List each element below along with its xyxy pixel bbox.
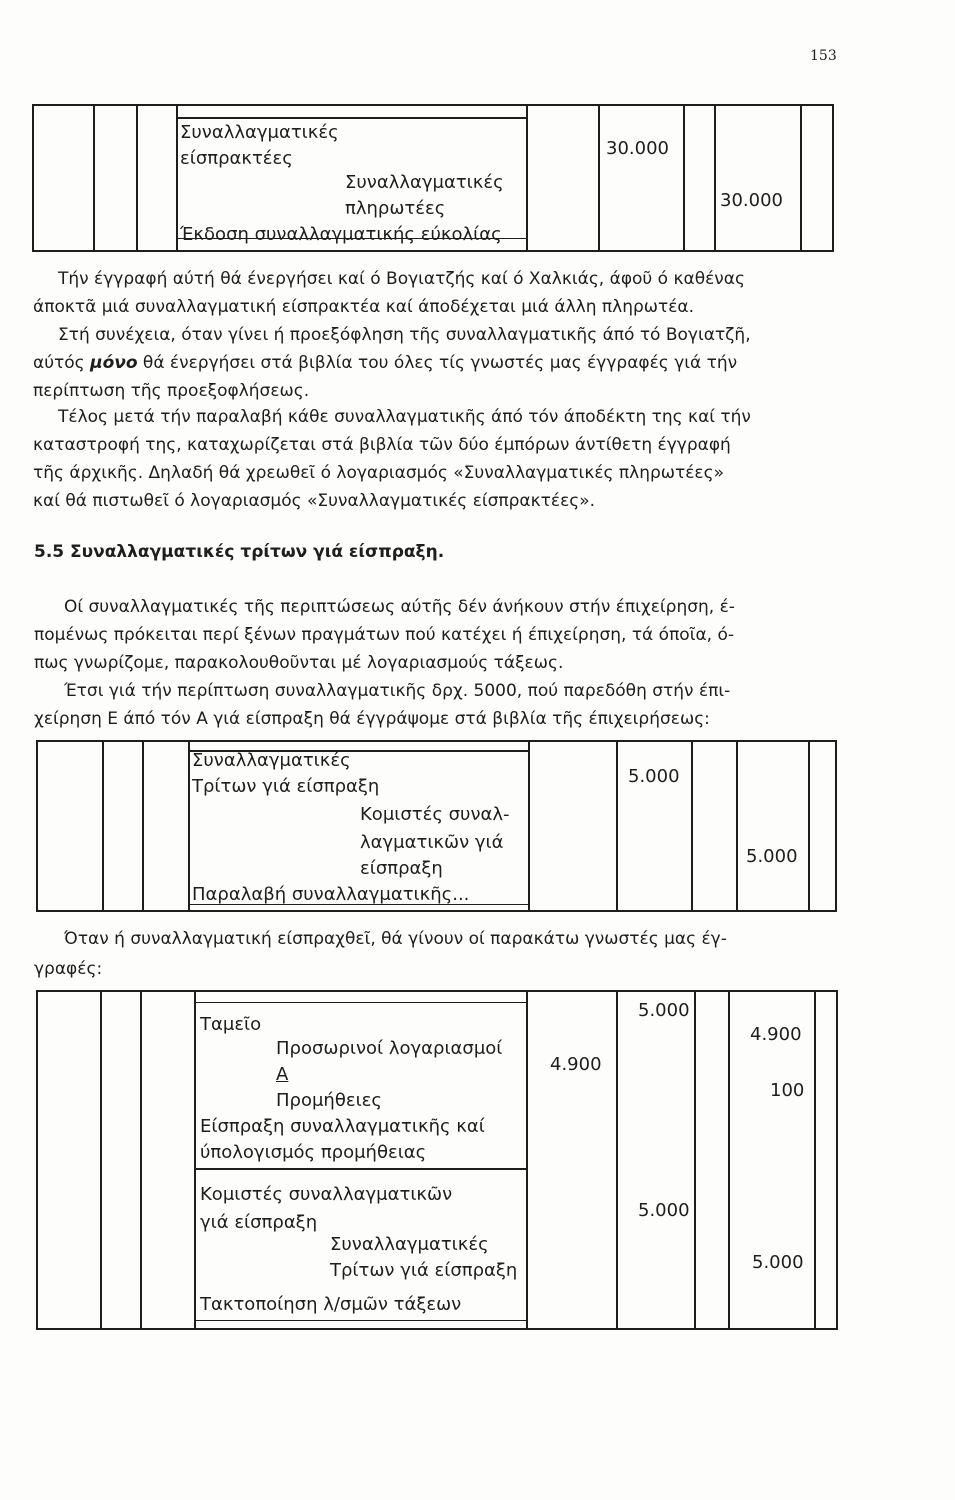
text-line: Έτσι γιά τήν περίπτωση συναλλαγματικῆς δρχ. 5000, πού παρεδόθη στήν έπι- [64, 681, 731, 701]
credit-account: Κομιστές συναλ- [360, 804, 510, 825]
section-heading: 5.5 Συναλλαγματικές τρίτων γιά είσπραξη. [34, 542, 445, 562]
sub-amount: 4.900 [550, 1054, 602, 1075]
debit-account-cont: είσπρακτέες [180, 148, 293, 169]
credit-amount: 30.000 [720, 190, 783, 211]
debit-account: Συναλλαγματικές [180, 122, 339, 143]
debit-account-cont: Τρίτων γιά είσπραξη [192, 776, 380, 797]
text-line [33, 350, 737, 377]
text-line: πομένως πρόκειται περί ξένων πραγμάτων πού κατέχει ή έπιχείρηση, τά όποῖα, ό- [34, 625, 735, 645]
text-fragment: θά ένεργήσει στά βιβλία του όλες τίς γνωστές μας έγγραφές γιά τήν [142, 353, 738, 373]
text-fragment: αύτός [33, 353, 85, 373]
credit-account: Συναλλαγματικές [330, 1234, 489, 1255]
debit-account: Κομιστές συναλλαγματικῶν [200, 1184, 453, 1205]
text-line: Οί συναλλαγματικές τῆς περιπτώσεως αύτῆς δέν άνήκουν στήν έπιχείρηση, έ- [64, 597, 735, 617]
debit-amount: 30.000 [606, 138, 669, 159]
credit-account: Προσωρινοί λογαριασμοί [276, 1038, 503, 1059]
text-line: γραφές: [34, 959, 103, 979]
credit-account-cont: Τρίτων γιά είσπραξη [330, 1260, 518, 1281]
credit-account-cont: πληρωτέες [345, 198, 446, 219]
text-line: χείρηση Ε άπό τόν Α γιά είσπραξη θά έγγράψομε στά βιβλία τῆς έπιχειρήσεως: [34, 709, 710, 729]
entry-explanation: Παραλαβή συναλλαγματικῆς... [192, 884, 470, 905]
sub-account: Α [276, 1064, 289, 1085]
entry-explanation: Έκδοση συναλλαγματικής εύκολίας [180, 224, 502, 245]
credit-amount: 100 [770, 1080, 805, 1101]
debit-amount: 5.000 [638, 1200, 690, 1221]
emphasis-text: μόνο [90, 353, 138, 373]
entry-explanation-cont: ύπολογισμός προμήθειας [200, 1142, 427, 1163]
text-line: Τήν έγγραφή αύτή θά ένεργήσει καί ό Βογιατζής καί ό Χαλκιάς, άφοῦ ό καθένας [58, 269, 745, 289]
credit-account-2: Προμήθειες [276, 1090, 382, 1111]
text-line: Τέλος μετά τήν παραλαβή κάθε συναλλαγματικῆς άπό τόν άποδέκτη της καί τήν [58, 407, 751, 427]
credit-amount: 5.000 [746, 846, 798, 867]
text-line: Στή συνέχεια, όταν γίνει ή προεξόφληση τῆς συναλλαγματικῆς άπό τό Βογιατζῆ, [58, 325, 751, 345]
credit-account-cont: είσπραξη [360, 858, 443, 879]
text-line: περίπτωση τῆς προεξοφλήσεως. [33, 381, 310, 401]
debit-account: Συναλλαγματικές [192, 750, 351, 771]
credit-account-cont: λαγματικῶν γιά [360, 832, 504, 853]
credit-account: Συναλλαγματικές [345, 172, 504, 193]
debit-amount: 5.000 [638, 1000, 690, 1021]
credit-amount: 5.000 [752, 1252, 804, 1273]
text-line: καταστροφή της, καταχωρίζεται στά βιβλία τῶν δύο έμπόρων άντίθετη έγγραφή [33, 435, 731, 455]
text-line: καί θά πιστωθεῖ ό λογαριασμός «Συναλλαγματικές είσπρακτέες». [33, 491, 596, 511]
debit-account: Ταμεῖο [200, 1014, 262, 1035]
entry-explanation: Είσπραξη συναλλαγματικῆς καί [200, 1116, 485, 1137]
credit-amount: 4.900 [750, 1024, 802, 1045]
debit-amount: 5.000 [628, 766, 680, 787]
page-number: 153 [810, 48, 837, 64]
entry-explanation: Τακτοποίηση λ/σμῶν τάξεων [200, 1294, 462, 1315]
text-line: τῆς άρχικῆς. Δηλαδή θά χρεωθεῖ ό λογαριασμός «Συναλλαγματικές πληρωτέες» [33, 463, 724, 483]
debit-account-cont: γιά είσπραξη [200, 1212, 318, 1233]
text-line: άποκτᾶ μιά συναλλαγματική είσπρακτέα καί άποδέχεται μιά άλλη πληρωτέα. [33, 297, 695, 317]
text-line: πως γνωρίζομε, παρακολουθοῦνται μέ λογαριασμούς τάξεως. [34, 653, 564, 673]
text-line: Όταν ή συναλλαγματική είσπραχθεῖ, θά γίνουν οί παρακάτω γνωστές μας έγ- [64, 929, 727, 949]
